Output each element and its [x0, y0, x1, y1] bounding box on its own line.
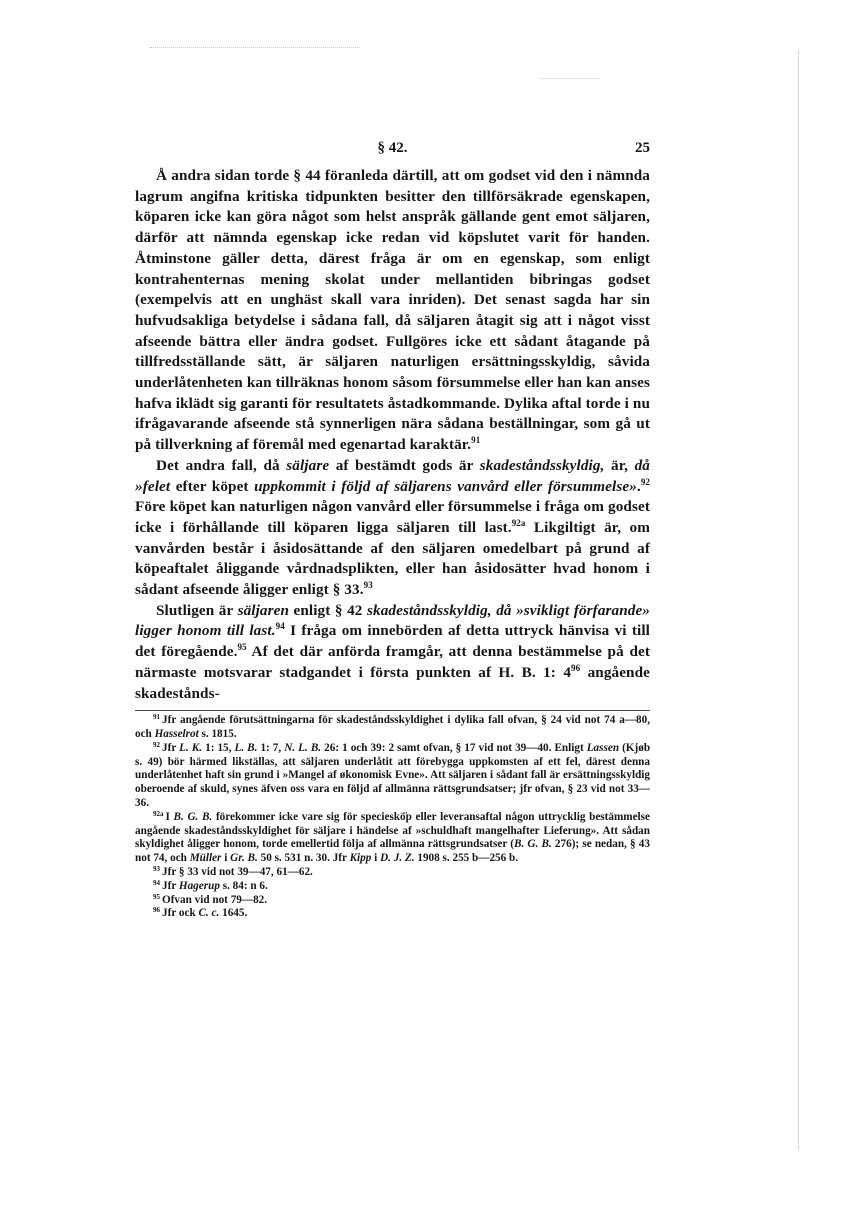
text-run: 1645.: [219, 907, 248, 920]
text-run: i: [221, 852, 231, 865]
text-run: Jfr ock: [162, 907, 199, 920]
italic-text: säljaren: [237, 601, 290, 619]
footnote: [135, 907, 650, 921]
page-number: 25: [635, 140, 650, 156]
italic-text: N. L. B.: [284, 741, 322, 754]
italic-text: Hagerup: [178, 879, 220, 892]
running-head: [135, 140, 650, 166]
text-run: Jfr: [162, 741, 180, 754]
footnote: [135, 894, 650, 908]
italic-text: Kipp: [349, 852, 372, 865]
footnote-ref: 95: [237, 642, 247, 653]
text-run: .: [636, 477, 641, 495]
footnote-number: 93: [153, 865, 160, 874]
text-run: Af det där anförda framgår, att denna bestämmelse på det närmaste motsvarar stadgandet i första punkten af H. B. 1: 4: [135, 643, 650, 681]
text-run: 1: 15,: [202, 741, 235, 754]
footnote-ref: 96: [571, 662, 581, 673]
body-text: [135, 166, 650, 704]
italic-text: Gr. B.: [230, 852, 258, 865]
footnote-ref: 91: [471, 435, 481, 446]
paragraph: [135, 456, 650, 601]
text-run: 26: 1 och 39: 2 samt ofvan, § 17 vid not 39—40. Enligt: [321, 741, 587, 754]
paragraph: [135, 601, 650, 705]
footnote-number: 92: [153, 740, 160, 749]
text-run: enligt § 42: [289, 601, 368, 619]
text-run: Likgiltigt är, om vanvården består i åsidosättande af den säljaren omedelbart på grund af köpeaftalet åliggande vårdnadsplikten, eller han åsidosätter hvad honom i sådant afseende åligger enligt § 33.: [135, 518, 650, 599]
footnote-ref: 93: [363, 580, 373, 591]
footnote-number: 95: [153, 892, 160, 901]
italic-text: säljare: [286, 456, 330, 474]
section-heading: § 42.: [377, 140, 408, 156]
italic-text: D. J. Z.: [380, 852, 415, 865]
footnotes: [135, 714, 650, 921]
scan-artifact-top: [150, 47, 360, 48]
text-run: är,: [604, 456, 635, 474]
text-run: Jfr: [162, 879, 179, 892]
text-run: I fråga om innebörden af detta uttryck hänvisa vi till det föregående.: [135, 622, 650, 661]
italic-text: Müller: [189, 852, 222, 865]
footnote-number: 91: [153, 713, 160, 722]
footnote: [135, 714, 650, 742]
text-run: Före köpet kan naturligen någon vanvård eller försummelse i fråga om godset icke i förhållande till köparen ligga säljaren till last.: [135, 498, 650, 536]
italic-text: L. B.: [234, 741, 258, 754]
italic-text: skadeståndsskyldig,: [479, 456, 605, 474]
italic-text: B. G. B.: [514, 838, 552, 851]
text-run: 50 s. 531 n. 30. Jfr: [257, 852, 350, 865]
text-run: Ofvan vid not 79—82.: [162, 893, 268, 906]
italic-text: C. c.: [198, 907, 220, 920]
italic-text: Lassen: [586, 741, 620, 754]
text-run: (Kjøb s. 49) bör härmed likställas, att säljaren underlåtit att förebygga uppkomsten af ett fel, därest denna underlåtenhet haft sin grund i »Mangel af økonomisk Evne». Att säljaren i sådant fall är ersättningsskyldig oberoende af skuld, synes äfven oss vara en följd af allmänna rättsgrundsatser; jfr ofvan, § 23 vid not 33—36.: [135, 741, 651, 810]
footnote-ref: 92: [640, 476, 651, 487]
footnote: [135, 742, 650, 811]
scan-artifact-edge: [798, 50, 799, 1150]
text-run: 1908 s. 255 b—256 b.: [414, 852, 519, 865]
text-run: af bestämdt gods är: [329, 456, 480, 474]
italic-text: då »felet: [135, 456, 650, 495]
italic-text: Hasselrot: [154, 728, 199, 741]
footnote: [135, 811, 650, 866]
book-page: [135, 140, 650, 921]
footnote-ref: 92a: [511, 517, 526, 528]
footnote-number: 94: [153, 878, 160, 887]
text-run: s. 84: n 6.: [219, 879, 268, 892]
text-run: angående skadestånds-: [135, 663, 650, 702]
italic-text: uppkommit i följd af säljarens vanvård eller försummelse»: [254, 477, 637, 495]
scan-artifact-dots: [540, 78, 600, 79]
footnote-number: 92a: [153, 809, 164, 818]
text-run: Det andra fall, då: [156, 456, 287, 474]
text-run: efter köpet: [170, 477, 255, 495]
footnote-ref: 94: [275, 621, 285, 632]
paragraph: [135, 166, 650, 456]
italic-text: skadeståndsskyldig, då »svikligt förfarande» ligger honom till last.: [135, 601, 651, 640]
footnote: [135, 880, 650, 894]
text-run: Slutligen är: [156, 601, 238, 619]
text-run: s. 1815.: [198, 728, 237, 741]
text-run: förekommer icke vare sig för specieskö̈p eller leveransaftal någon uttrycklig bestämmelse angående skadeståndsskyldighet för säljare i händelse af »schuldhaft mangelhafter Lieferung». Att sådan skyldighet åligger honom, torde emellertid följa af allmänna rättsgrundsatser (: [135, 810, 650, 851]
footnote-rule: [135, 710, 650, 711]
footnote: [135, 866, 650, 880]
text-run: Jfr angående förutsättningarna för skadeståndsskyldighet i dylika fall ofvan, § 24 vid not 74 a—80, och: [135, 714, 650, 741]
footnote-number: 96: [153, 906, 160, 915]
text-run: i: [371, 852, 381, 865]
text-run: 276); se nedan, § 43 not 74, och: [135, 838, 650, 865]
text-run: Å andra sidan torde § 44 föranleda därtill, att om godset vid den i nämnda lagrum angifna kritiska tidpunkten besitter den tillförsäkrade egenskapen, köparen icke kan göra något som helst anspråk gällande gent emot säljaren, därför att nämnda egenskap icke redan vid köpslutet varit för handen. Åtminstone gäller detta, därest fråga är om en egenskap, som enligt kontrahenternas mening skolat under mellantiden bibringas godset (exempelvis att en unghäst skall vara inriden). Det senast sagda har sin hufvudsakliga betydelse i sådana fall, då säljaren åtagit sig att i något visst afseende bättra eller ändra godset. Fullgöres icke ett sådant åtagande på tillfredsställande sätt, är säljaren naturligen ersättningsskyldig, såvida underlåtenheten kan tillräknas honom såsom försummelse eller han kan anses hafva iklädt sig garanti för resultatets åstadkommande. Dylika aftal torde i nu ifrågavarande afseende stå synnerligen nära sådana beställningar, som gå ut på tillverkning af föremål med egenartad karaktär.: [135, 167, 650, 454]
italic-text: B. G. B.: [173, 810, 213, 823]
text-run: 1: 7,: [257, 741, 285, 754]
italic-text: L. K.: [179, 741, 203, 754]
text-run: I: [165, 810, 174, 823]
text-run: Jfr § 33 vid not 39—47, 61—62.: [162, 866, 313, 879]
